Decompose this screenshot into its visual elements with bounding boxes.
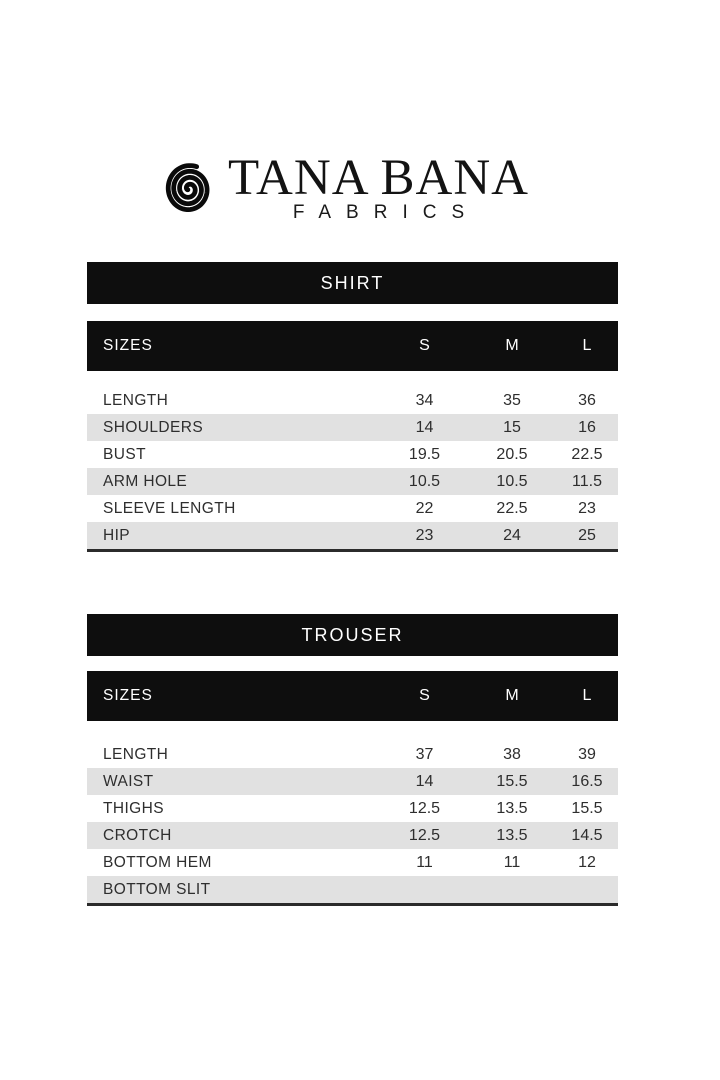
size-value: 15.5 [571, 799, 603, 817]
size-value: 35 [503, 391, 521, 409]
table-row [87, 414, 618, 441]
size-value: 19.5 [408, 445, 441, 463]
size-value: 39 [578, 745, 596, 763]
trouser-section-title: TROUSER [87, 614, 618, 656]
measure-label: ARM HOLE [103, 472, 188, 490]
size-value: 14 [415, 772, 434, 790]
table-row [87, 795, 618, 822]
size-value: 24 [503, 526, 521, 544]
brand-name: TANA BANA [227, 150, 529, 206]
size-column-header-s: S [419, 337, 430, 354]
measure-label: LENGTH [103, 745, 169, 763]
sizes-header-label: SIZES [103, 687, 153, 704]
table-row [87, 741, 618, 768]
table-row [87, 522, 618, 549]
trouser-sizes-header [87, 671, 618, 721]
size-value: 15 [503, 418, 521, 436]
size-value: 23 [578, 499, 596, 517]
size-column-header-m: M [505, 337, 519, 354]
size-value: 11 [416, 853, 433, 871]
size-value: 22.5 [571, 445, 603, 463]
spiral-icon [163, 161, 215, 217]
shirt-size-table [87, 262, 618, 552]
size-value: 12.5 [408, 799, 441, 817]
brand-subtitle: FABRICS [292, 202, 480, 223]
size-value: 36 [578, 391, 596, 409]
size-value: 37 [415, 745, 434, 763]
size-value: 11 [503, 853, 521, 871]
trouser-table-body [87, 741, 618, 906]
size-value: 11.5 [572, 472, 602, 490]
shirt-sizes-header [87, 321, 618, 371]
size-value: 23 [415, 526, 434, 544]
measure-label: BUST [103, 445, 146, 463]
table-row [87, 495, 618, 522]
table-row [87, 468, 618, 495]
table-row [87, 876, 618, 903]
shirt-table-body [87, 387, 618, 552]
measure-label: LENGTH [103, 391, 169, 409]
size-value: 16 [578, 418, 596, 436]
size-value: 13.5 [496, 799, 528, 817]
size-value: 13.5 [496, 826, 528, 844]
size-value: 14.5 [571, 826, 603, 844]
measure-label: THIGHS [103, 799, 164, 817]
size-value: 20.5 [496, 445, 528, 463]
measure-label: SLEEVE LENGTH [103, 499, 236, 517]
size-value: 16.5 [571, 772, 603, 790]
size-value: 14 [415, 418, 434, 436]
measure-label: BOTTOM HEM [103, 853, 212, 871]
size-value: 38 [503, 745, 521, 763]
measure-label: WAIST [103, 772, 154, 790]
size-column-header-m: M [505, 687, 519, 704]
trouser-size-table [87, 614, 618, 906]
size-value: 15.5 [496, 772, 528, 790]
size-value: 22.5 [496, 499, 528, 517]
table-row [87, 768, 618, 795]
measure-label: SHOULDERS [103, 418, 204, 436]
size-value: 10.5 [408, 472, 441, 490]
size-column-header-l: L [582, 337, 592, 354]
sizes-header-label: SIZES [103, 337, 153, 354]
table-row [87, 822, 618, 849]
brand-text [227, 150, 529, 223]
table-row [87, 441, 618, 468]
size-value: 10.5 [496, 472, 528, 490]
size-column-header-s: S [419, 687, 430, 704]
size-column-header-l: L [582, 687, 592, 704]
size-value: 25 [578, 526, 596, 544]
table-row [87, 387, 618, 414]
brand-header [0, 150, 692, 223]
shirt-section-title: SHIRT [87, 262, 618, 304]
measure-label: CROTCH [103, 826, 172, 844]
size-value: 12.5 [408, 826, 441, 844]
size-value: 34 [415, 391, 434, 409]
table-row [87, 849, 618, 876]
size-value: 12 [578, 853, 596, 871]
size-value: 22 [415, 499, 434, 517]
measure-label: HIP [103, 526, 131, 544]
measure-label: BOTTOM SLIT [103, 880, 211, 898]
